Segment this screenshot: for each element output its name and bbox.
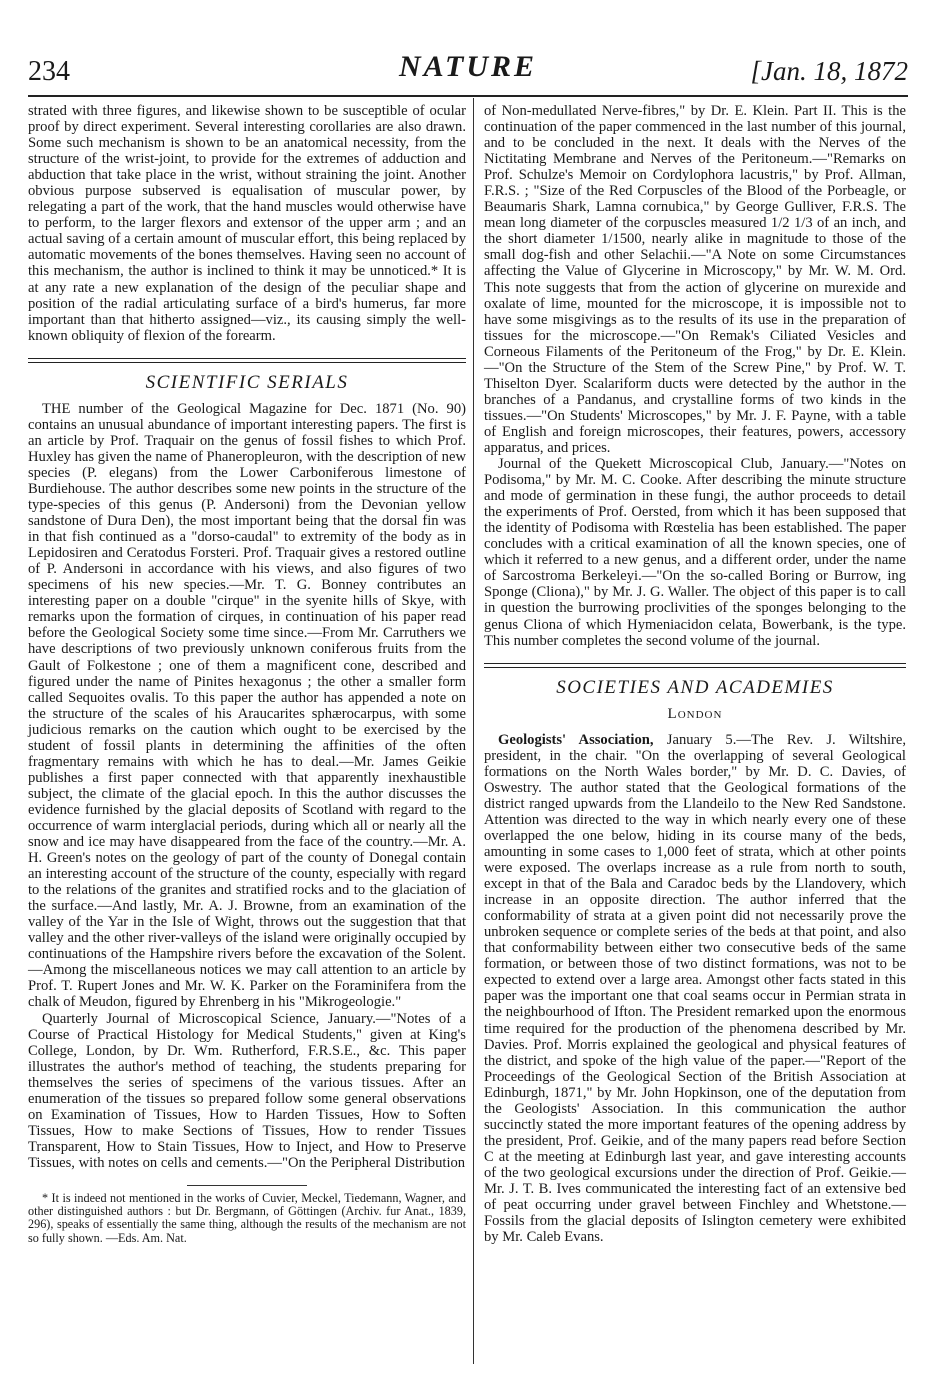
journal-title: NATURE bbox=[398, 50, 538, 83]
society-name: Geologists' Association, bbox=[498, 731, 654, 748]
footnote-rule bbox=[187, 1185, 307, 1186]
right-column bbox=[484, 103, 906, 1245]
section-title-scientific-serials: SCIENTIFIC SERIALS bbox=[145, 371, 349, 393]
geological-magazine-paragraph: THE number of the Geological Magazine for Dec. 1871 (No. 90) contains an unusual abundance of important interesting papers. The first is an article by Prof. Traquair on the genus of fossil fishes to which Prof. Huxley has given the name of Phaneropleuron, with the description of new species (P. elegans) from the Lower Carboniferous limestone of Burdiehouse. The author describes some new points in the structure of the type-species of this genus (P. Andersoni) from the Devonian yellow sandstone of Dura Den), the most important being that the dorsal fin was in that fish continued as a "dorso-caudal" to extremity of the body as in Lepidosiren and Ceratodus Forsteri. Prof. Traquair gives a restored outline of P. Andersoni in accordance with his views, and also figures of two specimens of his new species.—Mr. T. G. Bonney contributes an interesting paper on a double "cirque" in the syenite hills of Skye, with remarks upon the formation of cirques, in continuation of his paper read before the Geological Society some time since.—From Mr. Carruthers we have descriptions of two previously unknown coniferous fruits from the Gault of Folkestone ; one of them a magnificent cone, described and figured under the name of Pinites hexagonus ; the other a smaller form called Sequoites ovalis. To this paper the author has appended a note on the structure of the scales of his Araucarites sphærocarpus, with some judicious remarks on the caution which ought to be exercised by the student of fossil plants in determining the affinities of the often fragmentary remains with which he has to deal.—Mr. James Geikie publishes a first paper connected with that apparently inexhaustible subject, the climate of the glacial epoch. In this the author discusses the evidence furnished by the glacial deposits of Scotland with regard to the occurrence of warm interglacial periods, during which all or nearly all the snow and ice may have disappeared from the face of the country.—Mr. A. H. Green's notes on the geology of part of the county of Donegal contain an interesting account of the structure of the county, especially with regard to the relations of the granites and stratified rocks and to the glaciation of the surface.—And lastly, Mr. A. J. Browne, from an examination of the valley of the Yar in the Isle of Wight, throws out the suggestion that that valley and the other river-valleys of the island were originally occupied by continuations of the Hampshire rivers before the excavation of the Solent.—Among the miscellaneous notices we may call attention to an article by Prof. T. Rupert Jones and Mr. W. K. Parker on the Foraminifera from the chalk of Meudon, figured by Ehrenberg in his "Mikrogeologie." bbox=[28, 400, 466, 1011]
quekett-club-paragraph: Journal of the Quekett Microscopical Club, January.—"Notes on Podisoma," by Mr. M. C. Cooke. After describing the minute structure and mode of germination in these fungi, the author proceeds to detail the experiments of Prof. Oersted, from which it has been supposed that the identity of Podisoma with Rœstelia has been established. The paper concludes with a critical examination of all the known species, one of which it referred to a new genus, and a different order, under the name of Sarcostroma Berkeleyi.—"On the so-called Boring or Burrow, ing Sponge (Cliona)," by Mr. J. G. Waller. The object of this paper is to call in question the burrowing proclivities of the sponges belonging to the genus Cliona of which Hymeniacidon celata, Bowerbank, is the type. This number completes the second volume of the journal. bbox=[484, 456, 906, 649]
section-rule-2 bbox=[484, 663, 906, 668]
issue-date: [Jan. 18, 1872 bbox=[750, 56, 908, 86]
nerve-fibres-paragraph: of Non-medullated Nerve-fibres," by Dr. E. Klein. Part II. This is the continuation of the paper commenced in the last number of this journal, and to be concluded in the next. It deals with the Nerves of the Nictitating Membrane and Nerves of the Peritoneum.—"Remarks on Prof. Schulze's Memoir on Cordylophora lacustris," by Prof. Allman, F.R.S. ; "Size of the Red Corpuscles of the Blood of the Porbeagle, or Beaumaris Shark, Lamna cornubica," by George Gulliver, F.R.S. The mean long diameter of the corpuscles measured 1/2 1/3 of an inch, and the short diameter 1/1500, nearly alike in magnitude to those of the small dog-fish and other Selachii.—"A Note on some Circumstances affecting the Value of Glycerine in Microscopy," by Mr. W. M. Ord. This note suggests that from the action of glycerine on murexide and oxalate of lime, mounted for the microscope, it is impossible not to have some misgivings as to the results of its use in the preparation of tissues for the microscope.—"On Remak's Ciliated Vesicles and Corneous Filaments of the Peritoneum of the Frog," by Dr. E. Klein.—"On the Structure of the Stem of the Screw Pine," by Prof. W. T. Thiselton Dyer. Scalariform ducts were detected by the author in the branches of a Pandanus, and crystalline forms of two kinds in the tissues.—"On Students' Microscopes," by Mr. J. F. Payne, with a table of English and foreign microscopes, their features, powers, accessory apparatus, and prices. bbox=[484, 103, 906, 456]
microscopical-journal-paragraph: Quarterly Journal of Microscopical Science, January.—"Notes of a Course of Practical Histology for Medical Students," given at King's College, London, by Dr. Wm. Rutherford, F.R.S.E., &c. This paper illustrates the author's method of teaching, the students preparing for themselves the series of specimens of the various tissues. After an enumeration of the tissues so prepared follow some general observations on Examination of Tissues, How to Harden Tissues, How to Soften Tissues, How to make Sections of Tissues, How to render Tissues Transparent, How to Stain Tissues, How to Inject, and How to Preserve Tissues, with notes on cells and cements.—"On the Peripheral Distribution bbox=[28, 1010, 466, 1171]
footnote: * It is indeed not mentioned in the works of Cuvier, Meckel, Tiedemann, Wagner, and other distinguished authors : but Dr. Bergmann, of Göttingen (Archiv. fur Anat., 1839, 296), speaks of essentially the same thing, although the results of the mechanism are not so fully shown. —Eds. Am. Nat. bbox=[28, 1191, 466, 1245]
continued-paragraph: strated with three figures, and likewise shown to be susceptible of ocular proof by direct experiment. Several interesting corollaries are also drawn. Some such mechanism is shown to be an anatomical necessity, from the structure of the wrist-joint, to provide for the extremes of adduction and abduction that take place in the wrist, without straining the joint. Another obvious purpose subserved is equalisation of muscular power, by relegating a part of the work, that the hand muscles would otherwise have to perform, to the larger flexors and extensor of the upper arm ; and an actual saving of a certain amount of muscular effort, this being replaced by automatic movements of the bones themselves. Having seen no account of this mechanism, the author is inclined to think it may be unnoticed.* It is at any rate a new explanation of the design of the peculiar shape and position of the radial articulating surface of a bird's humerus, far more important than that hitherto assigned—viz., its causing simply the well-known obliquity of flexion of the forearm. bbox=[28, 103, 466, 344]
section-title-societies: SOCIETIES AND ACADEMIES bbox=[556, 676, 834, 698]
header-rule bbox=[28, 95, 908, 97]
geologists-association-paragraph bbox=[484, 732, 906, 1246]
page-number: 234 bbox=[28, 56, 70, 87]
location-subhead: London bbox=[667, 705, 723, 722]
column-divider bbox=[473, 98, 474, 1364]
left-column bbox=[28, 103, 466, 1245]
page-header bbox=[28, 50, 908, 98]
geologists-association-text: January 5.—The Rev. J. Wiltshire, president, in the chair. "On the overlapping of several Geological formations on the North Wales border," by Mr. D. C. Davies, of Oswestry. The author stated that the Geological formations of the district ranged upwards from the Llandeilo to the New Red Sandstone. Attention was directed to the way in which nearly every one of these overlapped the one below, hiding in its course many of the beds, amounting in some cases to 1,000 feet of strata, which at other points were exposed. The overlaps increase as a rule from north to south, except in that of the Bala and Caradoc beds by the Llandovery, which increase in an opposite direction. The author inferred that the conformability of strata at a given point did not necessarily prove the unbroken sequence or complete series of the beds at that point, and also that conformability between either two consecutive beds of the same formation, or between those of two distinct formations, was not to be expected to extend over a large area. Amongst other facts stated in this paper was the important one that coal seams occur in Permian strata in the neighbourhood of Ifton. The President remarked upon the enormous time required for the production of the phenomena described by Mr. Davies. Prof. Morris explained the geological and physical features of the district, and spoke of the high value of the paper.—"Report of the Proceedings of the Geological Section of the British Association at Edinburgh, 1871," by Mr. John Hopkinson, one of the deputation from the Geologists' Association. In this communication the author succinctly stated the more important features of the opening address by the president, Prof. Geikie, and of the many papers read before Section C at the meeting at Edinburgh last year, and gave interesting accounts of the two geological excursions under the direction of Prof. Geikie.—Mr. J. T. B. Ives communicated the interesting fact of an extensive bed of peat occurring under gravel between Finchley and Whetstone.—Fossils from the glacial deposits of Islington cemetery were exhibited by Mr. Caleb Evans. bbox=[484, 731, 906, 1246]
section-rule bbox=[28, 358, 466, 363]
